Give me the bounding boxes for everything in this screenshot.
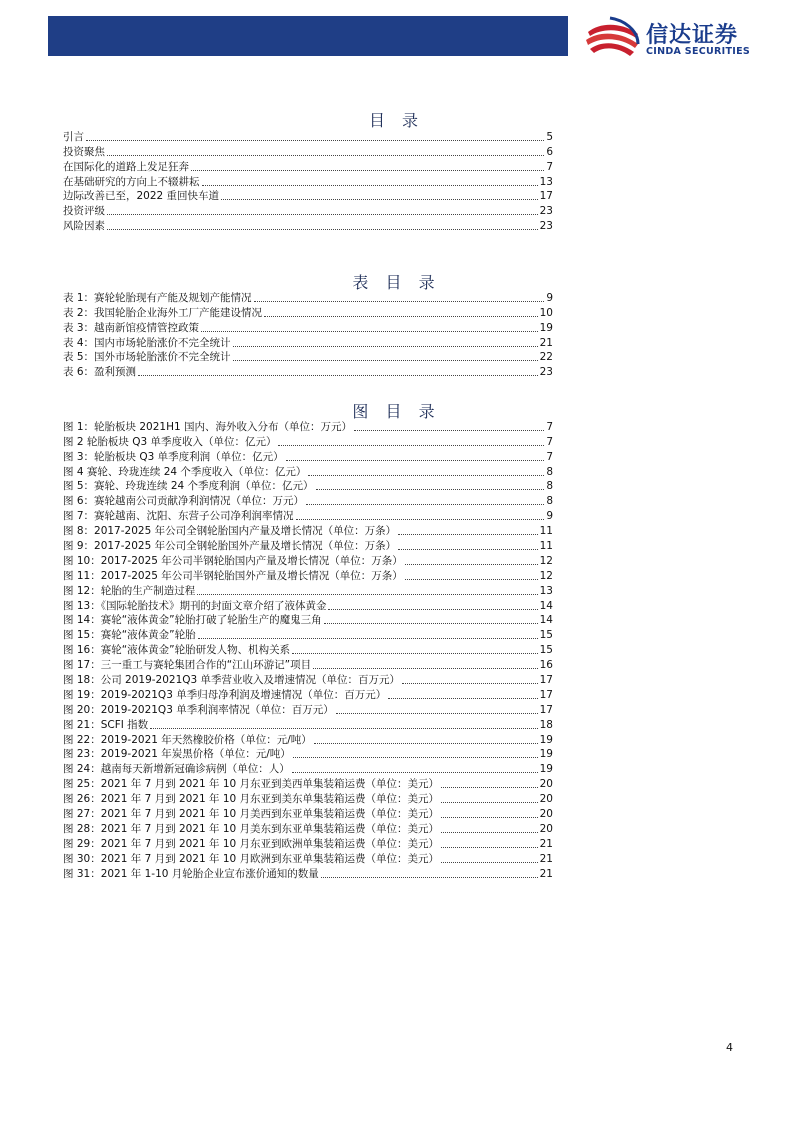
toc-dot-leader xyxy=(324,623,538,624)
toc-entry-page: 21 xyxy=(539,837,553,850)
toc-entry[interactable] xyxy=(63,449,553,464)
toc-entry-label: 图 15：赛轮“液体黄金”轮胎 xyxy=(63,629,196,642)
toc-dot-leader xyxy=(306,504,544,505)
toc-entry-page: 17 xyxy=(539,190,553,203)
toc-entry-label: 图 22：2019-2021 年天然橡胶价格（单位：元/吨） xyxy=(63,733,312,746)
toc-entry-page: 23 xyxy=(539,366,553,379)
toc-dot-leader xyxy=(191,170,544,171)
toc-entry[interactable] xyxy=(63,642,553,657)
toc-dot-leader xyxy=(441,832,538,833)
toc-entry-page: 21 xyxy=(539,867,553,880)
toc-dot-leader xyxy=(107,229,538,230)
toc-entry-page: 12 xyxy=(539,554,553,567)
toc-entry-label: 图 21：SCFI 指数 xyxy=(63,718,149,731)
toc-entry-label: 图 14：赛轮“液体黄金”轮胎打破了轮胎生产的魔鬼三角 xyxy=(63,614,322,627)
toc-dot-leader xyxy=(197,594,537,595)
toc-entry-label: 图 1：轮胎板块 2021H1 国内、海外收入分布（单位：万元） xyxy=(63,420,352,433)
toc-entry[interactable] xyxy=(63,657,553,672)
contents-list xyxy=(63,129,553,233)
toc-entry[interactable] xyxy=(63,791,553,806)
toc-entry-page: 21 xyxy=(539,852,553,865)
toc-entry-label: 图 6：赛轮越南公司贡献净利润情况（单位：万元） xyxy=(63,495,305,508)
toc-entry[interactable] xyxy=(63,732,553,747)
logo-chinese-name: 信达证券 xyxy=(646,23,739,48)
toc-dot-leader xyxy=(278,445,544,446)
toc-dot-leader xyxy=(441,787,538,788)
toc-entry[interactable] xyxy=(63,464,553,479)
toc-entry[interactable] xyxy=(63,627,553,642)
toc-entry[interactable] xyxy=(63,806,553,821)
toc-entry[interactable] xyxy=(63,866,553,881)
toc-entry-label: 图 27：2021 年 7 月到 2021 年 10 月美西到东亚单集装箱运费（单位：美元） xyxy=(63,808,440,821)
toc-entry-label: 投资聚焦 xyxy=(63,145,105,158)
toc-entry-label: 图 19：2019-2021Q3 单季归母净利润及增速情况（单位：百万元） xyxy=(63,688,387,701)
toc-entry-label: 图 29：2021 年 7 月到 2021 年 10 月东亚到欧洲单集装箱运费（单位：美元） xyxy=(63,837,440,850)
toc-entry-label: 边际改善已至，2022 重回快车道 xyxy=(63,190,220,203)
toc-entry[interactable] xyxy=(63,568,553,583)
toc-entry-page: 19 xyxy=(539,733,553,746)
figures-list xyxy=(63,419,553,881)
toc-entry-label: 图 13：《国际轮胎技术》期刊的封面文章介绍了液体黄金 xyxy=(63,599,327,612)
toc-dot-leader xyxy=(441,847,538,848)
toc-dot-leader xyxy=(354,430,544,431)
toc-entry-page: 16 xyxy=(539,659,553,672)
toc-entry-label: 在基础研究的方向上不辍耕耘 xyxy=(63,175,200,188)
toc-entry[interactable] xyxy=(63,350,553,365)
toc-dot-leader xyxy=(233,346,538,347)
toc-entry-label: 投资评级 xyxy=(63,205,105,218)
toc-dot-leader xyxy=(286,460,545,461)
toc-entry-label: 图 23：2019-2021 年炭黑价格（单位：元/吨） xyxy=(63,748,291,761)
toc-entry-page: 8 xyxy=(546,465,553,478)
toc-entry[interactable] xyxy=(63,335,553,350)
toc-entry-page: 23 xyxy=(539,205,553,218)
toc-entry-page: 10 xyxy=(539,306,553,319)
toc-dot-leader xyxy=(321,877,538,878)
toc-dot-leader xyxy=(441,817,538,818)
toc-entry-label: 图 16：赛轮“液体黄金”轮胎研发人物、机构关系 xyxy=(63,644,291,657)
toc-entry-page: 17 xyxy=(539,674,553,687)
toc-entry-page: 5 xyxy=(546,130,553,143)
toc-entry-page: 15 xyxy=(539,644,553,657)
toc-entry-page: 11 xyxy=(539,540,553,553)
toc-dot-leader xyxy=(86,140,544,141)
toc-entry-page: 8 xyxy=(546,495,553,508)
toc-entry[interactable] xyxy=(63,598,553,613)
toc-entry-page: 19 xyxy=(539,748,553,761)
toc-entry-label: 图 17：三一重工与赛轮集团合作的“江山环游记”项目 xyxy=(63,659,312,672)
toc-entry-label: 表 5：国外市场轮胎涨价不完全统计 xyxy=(63,351,231,364)
toc-entry-page: 20 xyxy=(539,822,553,835)
toc-dot-leader xyxy=(150,728,537,729)
toc-entry-label: 图 24：越南每天新增新冠确诊病例（单位：人） xyxy=(63,763,290,776)
toc-entry-page: 7 xyxy=(546,450,553,463)
toc-entry-page: 20 xyxy=(539,808,553,821)
toc-dot-leader xyxy=(221,199,538,200)
toc-entry[interactable] xyxy=(63,159,553,174)
toc-dot-leader xyxy=(328,609,537,610)
toc-entry[interactable] xyxy=(63,553,553,568)
toc-entry-page: 11 xyxy=(539,525,553,538)
toc-entry[interactable] xyxy=(63,290,553,305)
toc-entry-label: 表 4：国内市场轮胎涨价不完全统计 xyxy=(63,336,231,349)
toc-dot-leader xyxy=(107,155,544,156)
toc-dot-leader xyxy=(264,316,538,317)
toc-entry-label: 图 31：2021 年 1-10 月轮胎企业宣布涨价通知的数量 xyxy=(63,867,319,880)
toc-entry-label: 表 2：我国轮胎企业海外工厂产能建设情况 xyxy=(63,306,263,319)
toc-entry-page: 14 xyxy=(539,614,553,627)
toc-dot-leader xyxy=(398,549,538,550)
toc-dot-leader xyxy=(441,862,538,863)
cinda-logo-icon xyxy=(580,14,642,60)
toc-entry[interactable] xyxy=(63,613,553,628)
toc-entry-label: 图 25：2021 年 7 月到 2021 年 10 月东亚到美西单集装箱运费（单位：美元） xyxy=(63,778,440,791)
toc-dot-leader xyxy=(198,638,538,639)
toc-entry-page: 21 xyxy=(539,336,553,349)
toc-entry-label: 图 9：2017-2025 年公司全钢轮胎国外产量及增长情况（单位：万条） xyxy=(63,540,397,553)
toc-dot-leader xyxy=(336,713,538,714)
toc-entry-label: 表 6：盈利预测 xyxy=(63,366,137,379)
toc-entry-label: 图 20：2019-2021Q3 单季利润率情况（单位：百万元） xyxy=(63,703,334,716)
toc-entry[interactable] xyxy=(63,702,553,717)
toc-entry[interactable] xyxy=(63,129,553,144)
toc-entry[interactable] xyxy=(63,538,553,553)
toc-entry-page: 15 xyxy=(539,629,553,642)
toc-entry-label: 图 28：2021 年 7 月到 2021 年 10 月美东到东亚单集装箱运费（单位：美元） xyxy=(63,822,440,835)
toc-entry-label: 图 4 赛轮、玲珑连续 24 个季度收入（单位：亿元） xyxy=(63,465,307,478)
toc-dot-leader xyxy=(233,360,538,361)
toc-dot-leader xyxy=(107,214,538,215)
toc-entry[interactable] xyxy=(63,672,553,687)
toc-dot-leader xyxy=(296,519,545,520)
toc-entry[interactable] xyxy=(63,419,553,434)
toc-entry[interactable] xyxy=(63,836,553,851)
toc-entry-page: 19 xyxy=(539,321,553,334)
toc-dot-leader xyxy=(398,534,538,535)
toc-dot-leader xyxy=(138,375,538,376)
toc-entry-page: 7 xyxy=(546,420,553,433)
toc-entry[interactable] xyxy=(63,493,553,508)
toc-entry-label: 图 11：2017-2025 年公司半钢轮胎国外产量及增长情况（单位：万条） xyxy=(63,569,403,582)
toc-entry-page: 13 xyxy=(539,175,553,188)
toc-entry-page: 6 xyxy=(546,145,553,158)
toc-entry-label: 风险因素 xyxy=(63,220,105,233)
toc-entry[interactable] xyxy=(63,776,553,791)
toc-entry-page: 12 xyxy=(539,569,553,582)
logo-english-name: CINDA SECURITIES xyxy=(646,46,751,57)
header-bar xyxy=(48,16,568,56)
toc-entry[interactable] xyxy=(63,218,553,233)
toc-entry[interactable] xyxy=(63,189,553,204)
toc-entry[interactable] xyxy=(63,364,553,379)
page-number: 4 xyxy=(726,1041,733,1054)
tables-list xyxy=(63,290,553,379)
toc-entry-label: 图 7：赛轮越南、沈阳、东营子公司净利润率情况 xyxy=(63,510,294,523)
toc-entry-page: 22 xyxy=(539,351,553,364)
toc-entry[interactable] xyxy=(63,687,553,702)
toc-entry-label: 图 10：2017-2025 年公司半钢轮胎国内产量及增长情况（单位：万条） xyxy=(63,554,403,567)
tables-title: 表 目 录 xyxy=(352,273,441,292)
toc-entry-page: 17 xyxy=(539,703,553,716)
toc-entry-label: 表 3：越南新馆疫情管控政策 xyxy=(63,321,200,334)
toc-entry[interactable] xyxy=(63,434,553,449)
toc-entry-page: 9 xyxy=(546,510,553,523)
toc-entry[interactable] xyxy=(63,761,553,776)
toc-dot-leader xyxy=(313,668,538,669)
toc-entry[interactable] xyxy=(63,508,553,523)
toc-entry-label: 图 5：赛轮、玲珑连续 24 个季度利润（单位：亿元） xyxy=(63,480,314,493)
toc-entry-page: 14 xyxy=(539,599,553,612)
toc-entry-label: 在国际化的道路上发足狂奔 xyxy=(63,160,189,173)
toc-entry[interactable] xyxy=(63,851,553,866)
toc-entry[interactable] xyxy=(63,717,553,732)
toc-entry[interactable] xyxy=(63,523,553,538)
toc-dot-leader xyxy=(201,331,538,332)
toc-entry-page: 8 xyxy=(546,480,553,493)
toc-entry-page: 13 xyxy=(539,584,553,597)
toc-entry[interactable] xyxy=(63,203,553,218)
toc-dot-leader xyxy=(405,579,538,580)
contents-title: 目 录 xyxy=(368,111,425,130)
toc-entry-page: 17 xyxy=(539,688,553,701)
toc-entry-label: 图 2 轮胎板块 Q3 单季度收入（单位：亿元） xyxy=(63,435,277,448)
toc-entry-page: 23 xyxy=(539,220,553,233)
toc-dot-leader xyxy=(308,475,544,476)
toc-dot-leader xyxy=(316,489,545,490)
toc-entry[interactable] xyxy=(63,479,553,494)
toc-entry[interactable] xyxy=(63,320,553,335)
toc-entry-page: 9 xyxy=(546,291,553,304)
toc-entry[interactable] xyxy=(63,144,553,159)
toc-dot-leader xyxy=(292,653,538,654)
toc-entry[interactable] xyxy=(63,305,553,320)
toc-dot-leader xyxy=(254,301,545,302)
toc-dot-leader xyxy=(292,772,538,773)
toc-entry-page: 18 xyxy=(539,718,553,731)
company-logo xyxy=(580,14,780,60)
toc-dot-leader xyxy=(314,743,538,744)
toc-entry[interactable] xyxy=(63,583,553,598)
toc-dot-leader xyxy=(405,564,538,565)
toc-dot-leader xyxy=(202,185,538,186)
toc-dot-leader xyxy=(441,802,538,803)
toc-entry-page: 7 xyxy=(546,435,553,448)
toc-entry-label: 图 30：2021 年 7 月到 2021 年 10 月欧洲到东亚单集装箱运费（单位：美元） xyxy=(63,852,440,865)
toc-entry[interactable] xyxy=(63,821,553,836)
toc-dot-leader xyxy=(293,757,538,758)
toc-entry-page: 20 xyxy=(539,793,553,806)
figures-title: 图 目 录 xyxy=(352,402,441,421)
toc-entry-page: 20 xyxy=(539,778,553,791)
toc-entry-label: 引言 xyxy=(63,130,84,143)
toc-entry-label: 图 26：2021 年 7 月到 2021 年 10 月东亚到美东单集装箱运费（单位：美元） xyxy=(63,793,440,806)
toc-entry-label: 图 8：2017-2025 年公司全钢轮胎国内产量及增长情况（单位：万条） xyxy=(63,525,397,538)
toc-entry[interactable] xyxy=(63,174,553,189)
toc-entry-page: 19 xyxy=(539,763,553,776)
toc-entry-label: 图 3：轮胎板块 Q3 单季度利润（单位：亿元） xyxy=(63,450,284,463)
toc-dot-leader xyxy=(402,683,538,684)
toc-entry-label: 图 18：公司 2019-2021Q3 单季营业收入及增速情况（单位：百万元） xyxy=(63,674,401,687)
toc-entry[interactable] xyxy=(63,747,553,762)
toc-dot-leader xyxy=(388,698,537,699)
toc-entry-label: 图 12：轮胎的生产制造过程 xyxy=(63,584,196,597)
toc-entry-page: 7 xyxy=(546,160,553,173)
toc-entry-label: 表 1：赛轮轮胎现有产能及规划产能情况 xyxy=(63,291,252,304)
